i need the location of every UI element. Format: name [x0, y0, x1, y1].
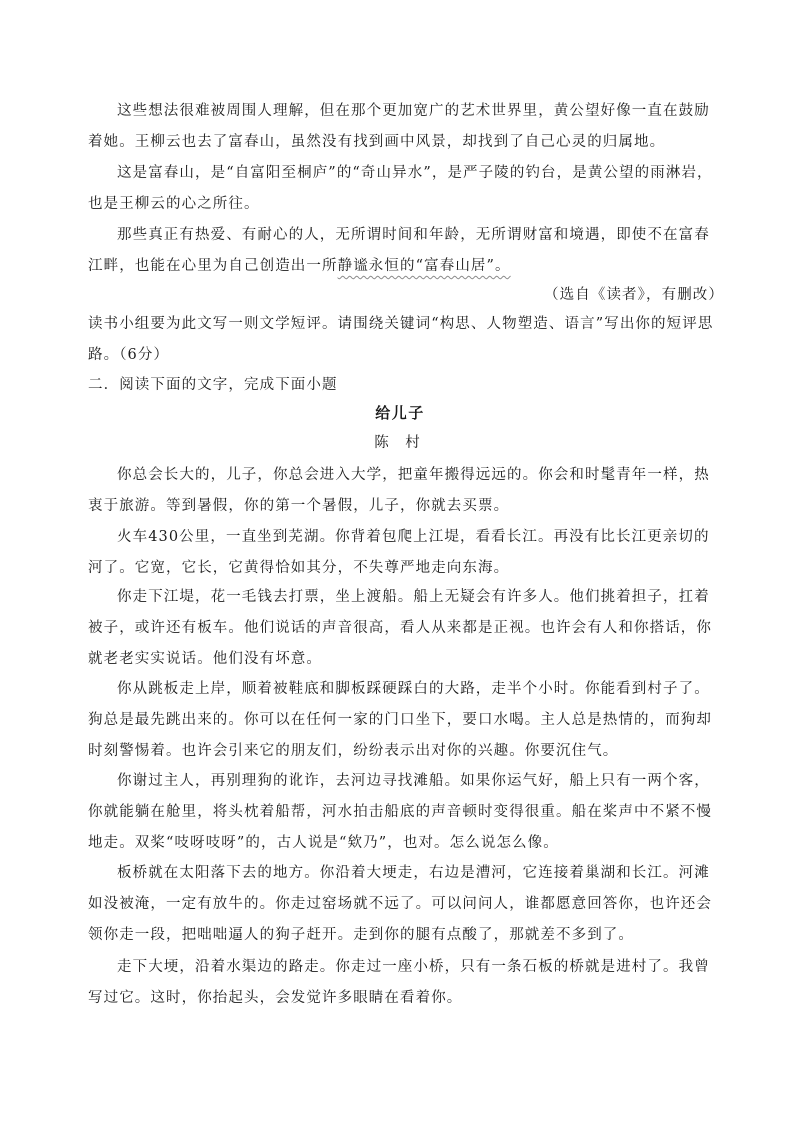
paragraph-3-text: 那些真正有热爱、有耐心的人，无所谓时间和年龄，无所谓财富和境遇，即使不在富春江畔，也能在心里为自己创造出一所 — [88, 227, 710, 274]
passage1-paragraph-2: 这是富春山，是“自富阳至桐庐”的“奇山异水”，是严子陵的钓台，是黄公望的雨淋岩，也是王柳云的心之所往。 — [88, 165, 713, 212]
poem-paragraph-6: 板桥就在太阳落下去的地方。你沿着大埂走，右边是漕河，它连接着巢湖和长江。河滩如没被淹，一定有放牛的。你走过窑场就不远了。可以问问人，谁都愿意回答你，也许还会领你走一段，把咄咄逼人的狗子赶开。走到你的腿有点酸了，那就差不多到了。 — [88, 865, 712, 943]
poem-paragraph-3: 你走下江堤，花一毛钱去打票，坐上渡船。船上无疑会有许多人。他们挑着担子，扛着被子，或许还有板车。他们说话的声音很高，看人从来都是正视。也许会有人和你搭话，你就老老实实说话。他们没有坏意。 — [88, 589, 712, 667]
section-2-heading: 二．阅读下面的文字，完成下面小题 — [88, 377, 338, 393]
poem-paragraph-4: 你从跳板走上岸，顺着被鞋底和脚板踩硬踩白的大路，走半个小时。你能看到村子了。狗总是最先跳出来的。你可以在任何一家的门口坐下，要口水喝。主人总是热情的，而狗却时刻警惕着。也许会引来它的朋友们，纷纷表示出对你的兴趣。你要沉住气。 — [88, 681, 712, 759]
source-citation: （选自《读者》，有删改） — [544, 287, 724, 303]
passage1-paragraph-3 — [88, 220, 724, 282]
poem-author: 陈 村 — [374, 435, 426, 451]
poem-paragraph-2: 火车430公里，一直坐到芜湖。你背着包爬上江堤，看看长江。再没有比长江更亲切的河了。它宽，它长，它黄得恰如其分，不失尊严地走向东海。 — [88, 529, 710, 576]
underlined-phrase: 静谧永恒的“富春山居”。 — [337, 258, 511, 274]
passage1-paragraph-1: 这些想法很难被周围人理解，但在那个更加宽广的艺术世界里，黄公望好像一直在鼓励着她。王柳云也去了富春山，虽然没有找到画中风景，却找到了自己心灵的归属地。 — [88, 103, 710, 150]
poem-paragraph-5: 你谢过主人，再别理狗的讹诈，去河边寻找滩船。如果你运气好，船上只有一两个客，你就能躺在舱里，将头枕着船帮，河水拍击船底的声音顿时变得很重。船在桨声中不紧不慢地走。双桨“吱呀吱呀”的，古人说是“欸乃”，也对。怎么说怎么像。 — [88, 773, 712, 851]
poem-title: 给儿子 — [375, 404, 425, 422]
poem-paragraph-7: 走下大埂，沿着水渠边的路走。你走过一座小桥，只有一条石板的桥就是进村了。我曾写过它。这时，你抬起头，会发觉许多眼睛在看着你。 — [88, 959, 710, 1006]
poem-paragraph-1: 你总会长大的，儿子，你总会进入大学，把童年搬得远远的。你会和时髦青年一样，热衷于旅游。等到暑假，你的第一个暑假，儿子，你就去买票。 — [88, 467, 710, 514]
question-1: 读书小组要为此文写一则文学短评。请围绕关键词“构思、人物塑造、语言”写出你的短评思路。（6分） — [88, 316, 714, 363]
